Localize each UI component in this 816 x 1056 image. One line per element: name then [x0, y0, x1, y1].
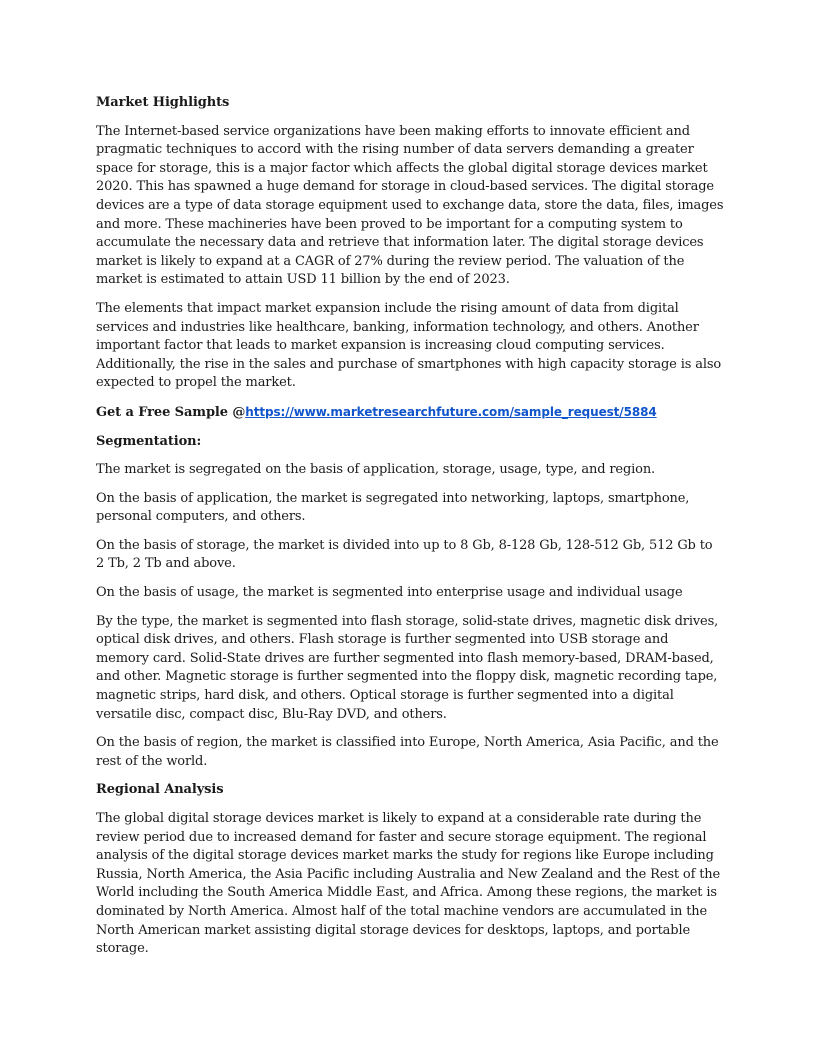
document-page: [96, 94, 724, 969]
market-highlights-paragraph-1: The Internet-based service organizations have been making efforts to innovate efficient and pragmatic techniques to accord with the rising number of data servers demanding a greater space for storage, this is a major factor which affects the global digital storage devices market 2020. This has spawned a huge demand for storage in cloud-based services. The digital storage devices are a type of data storage equipment used to exchange data, store the data, files, images and more. These machineries have been proved to be important for a computing system to accumulate the necessary data and retrieve that information later. The digital storage devices market is likely to expand at a CAGR of 27% during the review period. The valuation of the market is estimated to attain USD 11 billion by the end of 2023.: [96, 123, 724, 288]
free-sample-link[interactable]: https://www.marketresearchfuture.com/sample_request/5884: [245, 404, 657, 419]
market-highlights-heading: Market Highlights: [96, 95, 230, 110]
segmentation-paragraph-4: On the basis of usage, the market is segmented into enterprise usage and individual usage: [96, 585, 683, 601]
segmentation-heading: Segmentation:: [96, 433, 202, 449]
market-highlights-paragraph-2: The elements that impact market expansion include the rising amount of data from digital services and industries like healthcare, banking, information technology, and others. Another important factor that leads to market expansion is increasing cloud computing services. Additionally, the rise in the sales and purchase of smartphones with high capacity storage is also expected to propel the market.: [96, 300, 722, 391]
free-sample-line: [96, 403, 724, 423]
free-sample-label: Get a Free Sample @: [96, 404, 246, 420]
regional-analysis-paragraph-1: The global digital storage devices market is likely to expand at a considerable rate during the review period due to increased demand for faster and secure storage equipment. The regional analysis of the digital storage devices market marks the study for regions like Europe including Russia, North America, the Asia Pacific including Australia and New Zealand and the Rest of the World including the South America Middle East, and Africa. Among these regions, the market is dominated by North America. Almost half of the total machine vendors are accumulated in the North American market assisting digital storage devices for desktops, laptops, and portable storage.: [96, 811, 721, 957]
regional-analysis-heading: Regional Analysis: [96, 782, 224, 798]
segmentation-paragraph-1: The market is segregated on the basis of application, storage, usage, type, and region.: [96, 462, 656, 478]
segmentation-paragraph-3: On the basis of storage, the market is divided into up to 8 Gb, 8-128 Gb, 128-512 Gb, 512 Gb to 2 Tb, 2 Tb and above.: [96, 537, 713, 572]
segmentation-paragraph-2: On the basis of application, the market is segregated into networking, laptops, smartphone, personal computers, and others.: [96, 490, 690, 525]
segmentation-paragraph-6: On the basis of region, the market is classified into Europe, North America, Asia Pacific, and the rest of the world.: [96, 735, 719, 769]
segmentation-paragraph-5: By the type, the market is segmented into flash storage, solid-state drives, magnetic disk drives, optical disk drives, and others. Flash storage is further segmented into USB storage and memory card. Solid-State drives are further segmented into flash memory-based, DRAM-based, and other. Magnetic storage is further segmented into the floppy disk, magnetic recording tape, magnetic strips, hard disk, and others. Optical storage is further segmented into a digital versatile disc, compact disc, Blu-Ray DVD, and others.: [96, 613, 719, 722]
